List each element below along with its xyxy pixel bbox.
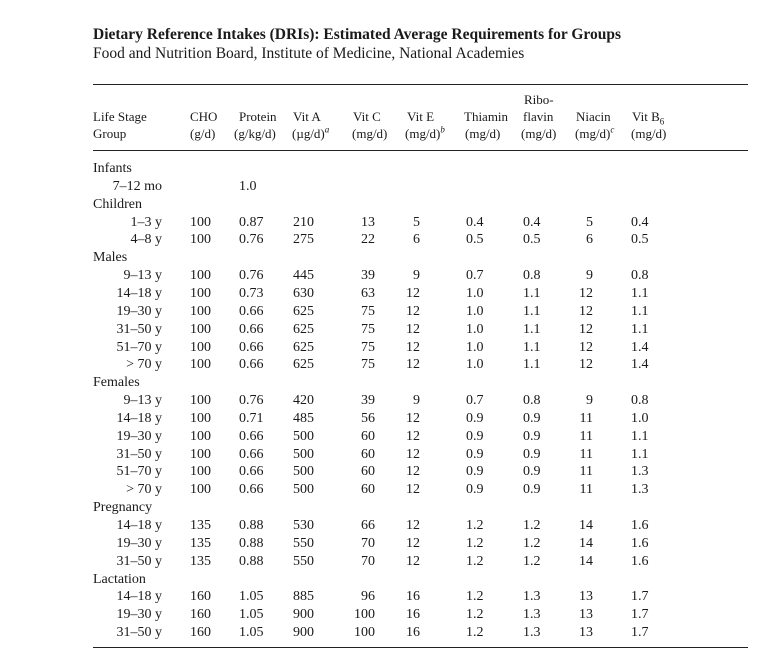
cell-vit-b6: 1.1 <box>631 428 649 444</box>
cell-vit-b6: 1.3 <box>631 464 649 480</box>
header-protein-unit: (g/kg/d) <box>234 126 276 141</box>
cell-vit-b6: 1.6 <box>631 535 649 551</box>
cell-thiamin: 1.2 <box>466 553 484 569</box>
cell-niacin: 12 <box>579 321 593 337</box>
header-vit-a: Vit A <box>293 109 321 124</box>
cell-riboflavin: 1.3 <box>523 625 541 641</box>
cell-vit-b6: 0.4 <box>631 214 649 230</box>
cell-niacin: 11 <box>579 482 593 498</box>
table-row <box>0 428 766 446</box>
cell-protein: 0.66 <box>239 321 264 337</box>
header-niacin-unit-text: (mg/d) <box>575 126 611 141</box>
cell-protein: 1.05 <box>239 589 264 605</box>
cell-thiamin: 1.2 <box>466 589 484 605</box>
group-label: Males <box>93 250 128 266</box>
cell-protein: 0.76 <box>239 268 264 284</box>
footnote-marker-c: c <box>610 124 615 135</box>
group-label: Lactation <box>93 571 146 587</box>
header-thiamin-unit: (mg/d) <box>465 126 501 141</box>
table-subtitle: Food and Nutrition Board, Institute of Medicine, National Academies <box>93 45 525 62</box>
cell-vit-b6: 1.1 <box>631 321 649 337</box>
cell-vit-c: 75 <box>361 339 375 355</box>
cell-protein: 0.73 <box>239 285 264 301</box>
cell-protein: 1.05 <box>239 607 264 623</box>
cell-vit-c: 13 <box>361 214 375 230</box>
header-cho: CHO <box>190 109 218 124</box>
cell-riboflavin: 1.2 <box>523 553 541 569</box>
cell-protein: 0.66 <box>239 339 264 355</box>
cell-cho: 100 <box>190 321 211 337</box>
cell-stage: > 70 y <box>126 357 162 373</box>
cell-vit-e: 12 <box>406 357 420 373</box>
table-row <box>0 321 766 339</box>
group-row-lactation <box>0 571 766 589</box>
cell-vit-c: 56 <box>361 410 375 426</box>
header-thiamin: Thiamin <box>464 109 509 124</box>
group-label: Females <box>93 375 140 391</box>
cell-stage: > 70 y <box>126 482 162 498</box>
cell-thiamin: 0.9 <box>466 410 484 426</box>
cell-stage: 14–18 y <box>116 589 162 605</box>
cell-vit-b6: 1.0 <box>631 410 649 426</box>
cell-vit-a: 900 <box>293 607 314 623</box>
cell-protein: 0.66 <box>239 428 264 444</box>
cell-vit-b6: 1.3 <box>631 482 649 498</box>
cell-thiamin: 0.7 <box>466 268 484 284</box>
cell-niacin: 11 <box>579 410 593 426</box>
cell-niacin: 9 <box>586 393 593 409</box>
cell-thiamin: 0.9 <box>466 482 484 498</box>
cell-cho: 160 <box>190 625 211 641</box>
header-riboflavin: flavin <box>523 109 554 124</box>
cell-cho: 100 <box>190 464 211 480</box>
cell-niacin: 14 <box>579 518 593 533</box>
cell-vit-a: 625 <box>293 339 314 355</box>
cell-riboflavin: 1.1 <box>523 321 541 337</box>
cell-riboflavin: 1.3 <box>523 607 541 623</box>
cell-protein: 0.66 <box>239 357 264 373</box>
cell-vit-e: 12 <box>406 518 420 533</box>
table-row <box>0 214 766 232</box>
table-title: Dietary Reference Intakes (DRIs): Estimated Average Requirements for Groups <box>93 26 622 43</box>
cell-vit-a: 500 <box>293 428 314 444</box>
header-vit-e-unit <box>405 126 445 142</box>
cell-cho: 135 <box>190 518 211 533</box>
cell-vit-a: 210 <box>293 214 314 230</box>
cell-thiamin: 0.4 <box>466 214 484 230</box>
header-vit-c-unit: (mg/d) <box>352 126 388 141</box>
cell-vit-a: 550 <box>293 535 314 551</box>
cell-riboflavin: 0.9 <box>523 446 541 462</box>
cell-vit-b6: 1.7 <box>631 589 649 605</box>
cell-vit-e: 12 <box>406 303 420 319</box>
cell-protein: 0.66 <box>239 446 264 462</box>
table-row <box>0 624 766 642</box>
cell-riboflavin: 1.1 <box>523 303 541 319</box>
cell-cho: 100 <box>190 428 211 444</box>
cell-vit-a: 900 <box>293 625 314 641</box>
cell-vit-e: 5 <box>413 214 420 230</box>
cell-protein: 0.71 <box>239 410 264 426</box>
cell-vit-e: 6 <box>413 232 420 248</box>
cell-vit-a: 625 <box>293 303 314 319</box>
cell-cho: 160 <box>190 607 211 623</box>
header-vit-e: Vit E <box>407 109 435 124</box>
cell-riboflavin: 0.8 <box>523 393 541 409</box>
cell-vit-b6: 1.6 <box>631 553 649 569</box>
bottom-rule <box>93 647 748 648</box>
cell-vit-e: 12 <box>406 339 420 355</box>
cell-riboflavin: 0.9 <box>523 482 541 498</box>
cell-stage: 14–18 y <box>116 410 162 426</box>
cell-vit-b6: 1.4 <box>631 357 649 373</box>
cell-riboflavin: 1.1 <box>523 285 541 301</box>
cell-niacin: 5 <box>586 214 593 230</box>
table-row <box>0 392 766 410</box>
cell-protein: 0.66 <box>239 303 264 319</box>
cell-riboflavin: 0.8 <box>523 268 541 284</box>
cell-thiamin: 1.0 <box>466 357 484 373</box>
cell-vit-c: 22 <box>361 232 375 248</box>
cell-stage: 1–3 y <box>130 214 162 230</box>
cell-vit-e: 12 <box>406 464 420 480</box>
cell-vit-a: 550 <box>293 553 314 569</box>
cell-vit-b6: 1.1 <box>631 285 649 301</box>
cell-vit-a: 500 <box>293 464 314 480</box>
cell-stage: 19–30 y <box>116 535 162 551</box>
cell-niacin: 12 <box>579 303 593 319</box>
cell-protein: 0.76 <box>239 232 264 248</box>
cell-niacin: 11 <box>579 446 593 462</box>
cell-vit-c: 75 <box>361 321 375 337</box>
cell-vit-a: 630 <box>293 285 314 301</box>
cell-vit-e: 9 <box>413 393 420 409</box>
cell-protein: 0.66 <box>239 464 264 480</box>
cell-vit-c: 39 <box>361 393 375 409</box>
footnote-marker-b: b <box>440 124 445 135</box>
cell-vit-b6: 0.8 <box>631 393 649 409</box>
cell-thiamin: 0.5 <box>466 232 484 248</box>
cell-vit-b6: 1.6 <box>631 518 649 533</box>
table-row <box>0 356 766 374</box>
cell-cho: 100 <box>190 482 211 498</box>
table-row <box>0 410 766 428</box>
cell-protein: 0.88 <box>239 553 264 569</box>
table-row <box>0 267 766 285</box>
header-vit-b6 <box>632 109 664 125</box>
table-row <box>0 339 766 357</box>
table-row <box>0 285 766 303</box>
cell-cho: 135 <box>190 553 211 569</box>
cell-riboflavin: 1.1 <box>523 339 541 355</box>
cell-niacin: 12 <box>579 339 593 355</box>
header-life-stage: Life Stage <box>93 109 147 124</box>
cell-vit-e: 9 <box>413 268 420 284</box>
cell-niacin: 9 <box>586 268 593 284</box>
cell-cho: 100 <box>190 268 211 284</box>
cell-vit-a: 420 <box>293 393 314 409</box>
cell-vit-c: 75 <box>361 357 375 373</box>
cell-riboflavin: 0.9 <box>523 428 541 444</box>
table-row <box>0 446 766 464</box>
cell-protein: 0.88 <box>239 518 264 533</box>
table-row <box>0 517 766 535</box>
cell-niacin: 12 <box>579 285 593 301</box>
cell-stage: 31–50 y <box>116 553 162 569</box>
cell-vit-e: 16 <box>406 589 420 605</box>
cell-vit-b6: 1.1 <box>631 446 649 462</box>
header-group: Group <box>93 126 127 141</box>
group-row-children <box>0 196 766 214</box>
cell-stage: 4–8 y <box>130 232 162 248</box>
cell-vit-e: 12 <box>406 410 420 426</box>
cell-stage: 31–50 y <box>116 625 162 641</box>
cell-vit-a: 275 <box>293 232 314 248</box>
cell-niacin: 6 <box>586 232 593 248</box>
cell-vit-e: 12 <box>406 321 420 337</box>
cell-thiamin: 0.9 <box>466 428 484 444</box>
cell-thiamin: 1.2 <box>466 535 484 551</box>
cell-cho: 100 <box>190 446 211 462</box>
cell-vit-c: 70 <box>361 553 375 569</box>
cell-cho: 100 <box>190 410 211 426</box>
cell-stage: 31–50 y <box>116 446 162 462</box>
header-niacin: Niacin <box>576 109 611 124</box>
header-vit-e-unit-text: (mg/d) <box>405 126 441 141</box>
cell-vit-a: 625 <box>293 357 314 373</box>
cell-vit-a: 530 <box>293 518 314 533</box>
cell-niacin: 13 <box>579 625 593 641</box>
cell-protein: 0.88 <box>239 535 264 551</box>
cell-niacin: 11 <box>579 464 593 480</box>
cell-vit-e: 12 <box>406 482 420 498</box>
cell-stage: 19–30 y <box>116 607 162 623</box>
header-riboflavin-unit: (mg/d) <box>521 126 557 141</box>
cell-vit-b6: 1.7 <box>631 607 649 623</box>
header-vit-c: Vit C <box>353 109 381 124</box>
cell-cho: 100 <box>190 214 211 230</box>
cell-vit-c: 63 <box>361 285 375 301</box>
group-row-females <box>0 374 766 392</box>
header-rule <box>93 150 748 151</box>
cell-stage: 19–30 y <box>116 428 162 444</box>
cell-vit-a: 625 <box>293 321 314 337</box>
footnote-marker-a: a <box>324 124 330 135</box>
cell-riboflavin: 0.9 <box>523 410 541 426</box>
cell-vit-c: 39 <box>361 268 375 284</box>
table-row <box>0 463 766 481</box>
top-rule <box>93 84 748 85</box>
cell-vit-c: 60 <box>361 482 375 498</box>
cell-niacin: 14 <box>579 535 593 551</box>
cell-vit-b6: 0.5 <box>631 232 649 248</box>
table-row <box>0 178 766 196</box>
cell-vit-b6: 1.7 <box>631 625 649 641</box>
cell-vit-b6: 1.1 <box>631 303 649 319</box>
header-vit-a-unit <box>292 126 329 142</box>
cell-stage: 14–18 y <box>116 518 162 533</box>
cell-protein: 0.76 <box>239 393 264 409</box>
cell-vit-c: 60 <box>361 446 375 462</box>
table-row <box>0 553 766 571</box>
cell-niacin: 13 <box>579 589 593 605</box>
cell-cho: 100 <box>190 339 211 355</box>
cell-vit-a: 500 <box>293 482 314 498</box>
cell-riboflavin: 1.3 <box>523 589 541 605</box>
cell-riboflavin: 0.4 <box>523 214 541 230</box>
cell-vit-e: 12 <box>406 553 420 569</box>
cell-thiamin: 0.9 <box>466 446 484 462</box>
cell-protein: 1.0 <box>239 178 257 194</box>
cell-vit-e: 12 <box>406 428 420 444</box>
cell-vit-e: 12 <box>406 285 420 301</box>
header-vit-a-unit-text: (µg/d) <box>292 126 325 141</box>
group-row-males <box>0 249 766 267</box>
cell-vit-e: 12 <box>406 535 420 551</box>
cell-vit-c: 70 <box>361 535 375 551</box>
cell-cho: 100 <box>190 393 211 409</box>
cell-cho: 100 <box>190 357 211 373</box>
cell-cho: 100 <box>190 303 211 319</box>
cell-thiamin: 1.0 <box>466 285 484 301</box>
cell-vit-c: 66 <box>361 518 375 533</box>
cell-thiamin: 0.7 <box>466 393 484 409</box>
cell-stage: 9–13 y <box>123 393 162 409</box>
cell-vit-e: 16 <box>406 607 420 623</box>
group-row-infants <box>0 160 766 178</box>
header-vit-b6-unit: (mg/d) <box>631 126 667 141</box>
table-row <box>0 303 766 321</box>
cell-vit-b6: 1.4 <box>631 339 649 355</box>
cell-stage: 14–18 y <box>116 285 162 301</box>
table-row <box>0 588 766 606</box>
cell-niacin: 13 <box>579 607 593 623</box>
cell-vit-c: 100 <box>354 607 375 623</box>
cell-vit-c: 75 <box>361 303 375 319</box>
cell-thiamin: 1.0 <box>466 339 484 355</box>
header-protein: Protein <box>239 109 277 124</box>
cell-cho: 100 <box>190 285 211 301</box>
cell-riboflavin: 1.1 <box>523 357 541 373</box>
cell-thiamin: 1.0 <box>466 303 484 319</box>
group-label: Pregnancy <box>93 500 153 516</box>
header-cho-unit: (g/d) <box>190 126 216 141</box>
cell-thiamin: 0.9 <box>466 464 484 480</box>
cell-vit-e: 16 <box>406 625 420 641</box>
cell-stage: 31–50 y <box>116 321 162 337</box>
header-vit-b6-subscript: 6 <box>659 116 665 127</box>
group-label: Infants <box>93 161 132 176</box>
cell-vit-e: 12 <box>406 446 420 462</box>
cell-thiamin: 1.2 <box>466 625 484 641</box>
cell-riboflavin: 1.2 <box>523 535 541 551</box>
table-row <box>0 231 766 249</box>
table-row <box>0 481 766 499</box>
header-niacin-unit <box>575 126 614 142</box>
cell-thiamin: 1.0 <box>466 321 484 337</box>
cell-cho: 160 <box>190 589 211 605</box>
group-row-pregnancy <box>0 499 766 517</box>
header-riboflavin-top: Ribo- <box>524 92 554 107</box>
cell-vit-b6: 0.8 <box>631 268 649 284</box>
cell-stage: 9–13 y <box>123 268 162 284</box>
cell-vit-c: 60 <box>361 428 375 444</box>
cell-cho: 135 <box>190 535 211 551</box>
cell-protein: 0.87 <box>239 214 264 230</box>
cell-vit-a: 485 <box>293 410 314 426</box>
header-vit-b6-text: Vit B <box>632 109 660 124</box>
cell-niacin: 12 <box>579 357 593 373</box>
cell-riboflavin: 0.5 <box>523 232 541 248</box>
cell-riboflavin: 0.9 <box>523 464 541 480</box>
cell-vit-a: 885 <box>293 589 314 605</box>
group-label: Children <box>93 196 142 212</box>
table-row <box>0 535 766 553</box>
cell-thiamin: 1.2 <box>466 607 484 623</box>
cell-protein: 0.66 <box>239 482 264 498</box>
cell-niacin: 11 <box>579 428 593 444</box>
cell-stage: 19–30 y <box>116 303 162 319</box>
cell-stage: 7–12 mo <box>112 178 162 194</box>
cell-riboflavin: 1.2 <box>523 518 541 533</box>
cell-vit-a: 500 <box>293 446 314 462</box>
cell-niacin: 14 <box>579 553 593 569</box>
cell-cho: 100 <box>190 232 211 248</box>
cell-vit-c: 100 <box>354 625 375 641</box>
cell-stage: 51–70 y <box>116 339 162 355</box>
cell-vit-a: 445 <box>293 268 314 284</box>
cell-protein: 1.05 <box>239 625 264 641</box>
cell-stage: 51–70 y <box>116 464 162 480</box>
cell-vit-c: 96 <box>361 589 375 605</box>
cell-thiamin: 1.2 <box>466 518 484 533</box>
cell-vit-c: 60 <box>361 464 375 480</box>
table-row <box>0 606 766 624</box>
